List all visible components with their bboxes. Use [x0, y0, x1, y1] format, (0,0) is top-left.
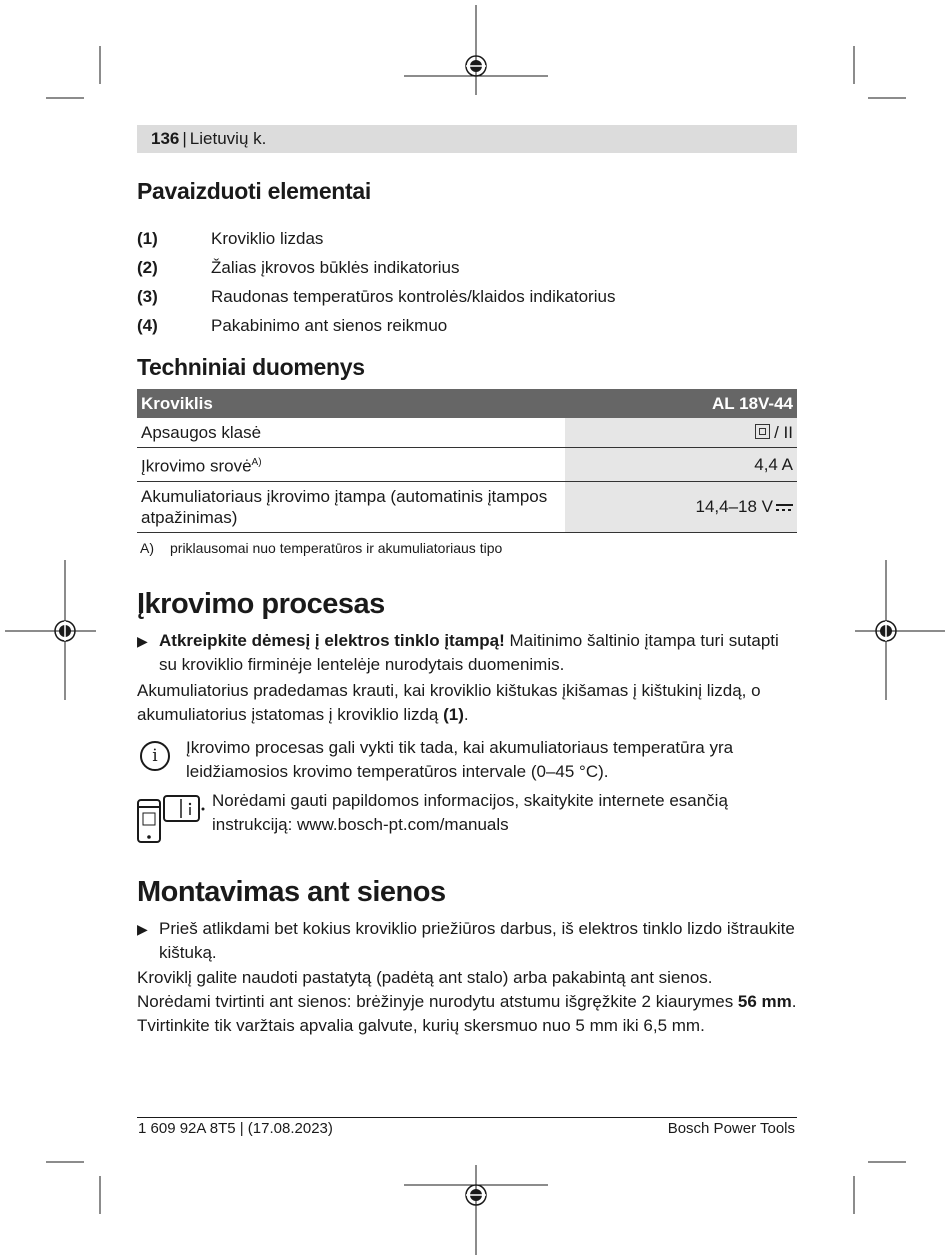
footer-divider [137, 1117, 797, 1118]
mounting-line-3: Tvirtinkite tik varžtais apvalia galvute, kurių skersmuo nuo 5 mm iki 6,5 mm. [137, 1016, 705, 1035]
footnote-key: A) [140, 540, 154, 556]
header-separator: | [182, 129, 187, 148]
table-row [137, 481, 797, 532]
list-item [137, 282, 797, 311]
item-number: (1) [137, 228, 158, 248]
item-text: Raudonas temperatūros kontrolės/klaidos indikatorius [211, 286, 616, 306]
manual-note: Norėdami gauti papildomos informacijos, skaitykite internete esančią instrukciją: www.bosch-pt.com/manuals [212, 791, 728, 834]
list-item [137, 224, 797, 253]
item-text: Kroviklio lizdas [211, 228, 324, 248]
table-row [137, 418, 797, 448]
item-number: (4) [137, 315, 158, 335]
protection-class-icon [755, 424, 770, 439]
warning-text: Maitinimo šaltinio įtampa turi sutapti su kroviklio firminėje lentelėje nurodytais duomenimis. [159, 631, 779, 674]
row-value: / II [565, 418, 797, 448]
section-title-elements: Pavaizduoti elementai [137, 178, 371, 204]
info-note: Įkrovimo procesas gali vykti tik tada, kai akumuliatoriaus temperatūra yra leidžiamosios krovimo temperatūros intervale (0–45 °C). [186, 738, 734, 781]
item-text: Pakabinimo ant sienos reikmuo [211, 315, 448, 335]
row-label: Įkrovimo srovė$^{A)}$ [137, 448, 565, 482]
info-icon: i [140, 741, 170, 771]
elements-list [137, 224, 797, 340]
ref-number: (1) [443, 705, 464, 724]
section-title-mounting: Montavimas ant sienos [137, 876, 446, 908]
bullet-triangle-icon: ▶ [137, 633, 148, 649]
item-number: (2) [137, 257, 158, 277]
row-value: 14,4–18 V [565, 481, 797, 532]
page-header [137, 125, 797, 153]
section-title-charging: Įkrovimo procesas [137, 588, 385, 620]
mounting-paragraph [137, 966, 797, 1038]
list-item [137, 253, 797, 282]
table-row [137, 448, 797, 482]
tech-data-table [137, 389, 797, 533]
warning-bold: Atkreipkite dėmesį į elektros tinklo įtampą! [159, 631, 505, 650]
mounting-line-2: Norėdami tvirtinti ant sienos: brėžinyje nurodytu atstumu išgręžkite 2 kiaurymes 56 mm. [137, 992, 797, 1011]
page-number: 136 [151, 129, 180, 148]
row-label: Akumuliatoriaus įkrovimo įtampa (automatinis įtampos atpažinimas) [137, 481, 565, 532]
table-header-right: AL 18V-44 [565, 389, 797, 418]
online-manual-icon [136, 793, 206, 845]
row-value: 4,4 A [565, 448, 797, 482]
footer-doc-code: 1 609 92A 8T5 | (17.08.2023) [138, 1120, 333, 1137]
charging-paragraph: Akumuliatorius pradedamas krauti, kai kroviklio kištukas įkišamas į kištukinį lizdą, o akumuliatorius įstatomas į kroviklio lizdą (1). [137, 681, 761, 724]
list-item [137, 311, 797, 340]
row-label: Apsaugos klasė [137, 418, 565, 448]
table-header-row [137, 389, 797, 418]
table-header-left: Kroviklis [137, 389, 565, 418]
footnote-ref: A) [251, 457, 262, 468]
dc-voltage-icon [776, 503, 793, 512]
mounting-bullet: ▶ Prieš atlikdami bet kokius kroviklio priežiūros darbus, iš elektros tinklo lizdo ištraukite kištuką. [137, 917, 797, 965]
header-language: Lietuvių k. [189, 129, 267, 148]
item-number: (3) [137, 286, 158, 306]
mounting-line-1: Kroviklį galite naudoti pastatytą (padėtą ant stalo) arba pakabintą ant sienos. [137, 968, 713, 987]
footnote-text: priklausomai nuo temperatūros ir akumuliatoriaus tipo [170, 540, 503, 556]
item-text: Žalias įkrovos būklės indikatorius [211, 257, 460, 277]
footer-brand: Bosch Power Tools [667, 1120, 795, 1137]
bullet-triangle-icon: ▶ [137, 921, 148, 937]
warning-bullet [137, 629, 797, 677]
section-title-tech: Techniniai duomenys [137, 354, 365, 380]
table-footnote [140, 540, 502, 556]
